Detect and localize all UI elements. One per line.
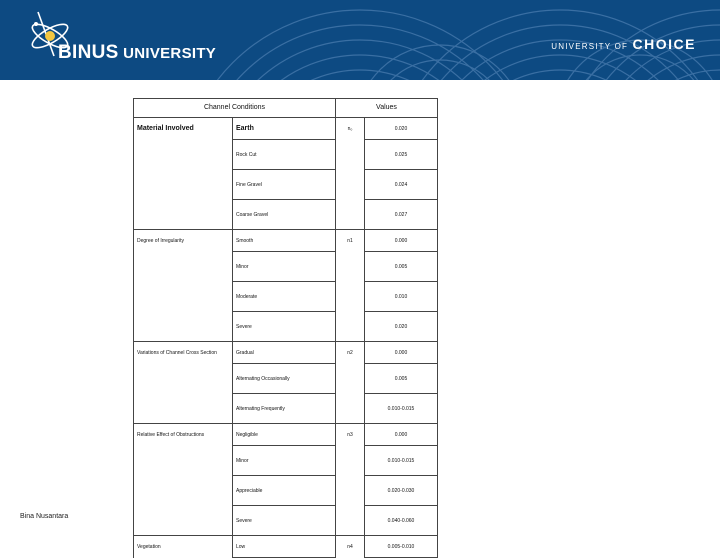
condition-cell: Earth bbox=[233, 118, 336, 140]
table-row bbox=[134, 424, 438, 446]
value-cell: 0.027 bbox=[365, 200, 438, 230]
group-label: Material Involved bbox=[134, 118, 233, 140]
header-banner bbox=[0, 0, 720, 80]
group-label: Relative Effect of Obstructions bbox=[134, 424, 233, 446]
table-row bbox=[134, 118, 438, 140]
condition-cell: Minor bbox=[233, 252, 336, 282]
condition-cell: Rock Cut bbox=[233, 140, 336, 170]
tagline-small: UNIVERSITY OF bbox=[551, 42, 629, 51]
symbol-cell: n3 bbox=[336, 424, 365, 446]
brand-name bbox=[58, 42, 216, 64]
table-row bbox=[134, 536, 438, 558]
table-row bbox=[134, 446, 438, 476]
condition-cell: Alternating Occasionally bbox=[233, 364, 336, 394]
table-row bbox=[134, 282, 438, 312]
symbol-cell: n4 bbox=[336, 536, 365, 558]
value-cell: 0.010 bbox=[365, 282, 438, 312]
value-cell: 0.005 bbox=[365, 364, 438, 394]
condition-cell: Appreciable bbox=[233, 476, 336, 506]
value-cell: 0.000 bbox=[365, 230, 438, 252]
table-row bbox=[134, 476, 438, 506]
table-row bbox=[134, 342, 438, 364]
condition-cell: Low bbox=[233, 536, 336, 558]
table-header-row bbox=[134, 99, 438, 118]
value-cell: 0.010-0.015 bbox=[365, 446, 438, 476]
tagline-big: CHOICE bbox=[632, 36, 696, 52]
value-cell: 0.020 bbox=[365, 118, 438, 140]
value-cell: 0.025 bbox=[365, 140, 438, 170]
value-cell: 0.024 bbox=[365, 170, 438, 200]
value-cell: 0.040-0.060 bbox=[365, 506, 438, 536]
condition-cell: Alternating Frequently bbox=[233, 394, 336, 424]
condition-cell: Moderate bbox=[233, 282, 336, 312]
header-channel-conditions: Channel Conditions bbox=[134, 99, 336, 118]
brand-rest: UNIVERSITY bbox=[123, 45, 217, 62]
condition-cell: Minor bbox=[233, 446, 336, 476]
condition-cell: Smooth bbox=[233, 230, 336, 252]
condition-cell: Gradual bbox=[233, 342, 336, 364]
table-row bbox=[134, 312, 438, 342]
value-cell: 0.020 bbox=[365, 312, 438, 342]
value-cell: 0.000 bbox=[365, 342, 438, 364]
condition-cell: Coarse Gravel bbox=[233, 200, 336, 230]
value-cell: 0.010-0.015 bbox=[365, 394, 438, 424]
manning-roughness-table bbox=[133, 98, 438, 558]
value-cell: 0.005-0.010 bbox=[365, 536, 438, 558]
table-row bbox=[134, 252, 438, 282]
value-cell: 0.000 bbox=[365, 424, 438, 446]
table-row bbox=[134, 394, 438, 424]
group-label: Variations of Channel Cross Section bbox=[134, 342, 233, 364]
value-cell: 0.005 bbox=[365, 252, 438, 282]
symbol-cell: n2 bbox=[336, 342, 365, 364]
header-values: Values bbox=[336, 99, 438, 118]
table-row bbox=[134, 200, 438, 230]
table-row bbox=[134, 230, 438, 252]
group-label: Vegetation bbox=[134, 536, 233, 558]
brand-word: BINUS bbox=[58, 42, 119, 63]
value-cell: 0.020-0.030 bbox=[365, 476, 438, 506]
condition-cell: Severe bbox=[233, 312, 336, 342]
table-row bbox=[134, 506, 438, 536]
symbol-cell: n₀ bbox=[336, 118, 365, 140]
table-row bbox=[134, 140, 438, 170]
condition-cell: Severe bbox=[233, 506, 336, 536]
footer-author: Bina Nusantara bbox=[20, 513, 69, 520]
condition-cell: Fine Gravel bbox=[233, 170, 336, 200]
table-row bbox=[134, 364, 438, 394]
table-row bbox=[134, 170, 438, 200]
tagline bbox=[551, 36, 696, 54]
symbol-cell: n1 bbox=[336, 230, 365, 252]
condition-cell: Negligible bbox=[233, 424, 336, 446]
group-label: Degree of Irregularity bbox=[134, 230, 233, 252]
